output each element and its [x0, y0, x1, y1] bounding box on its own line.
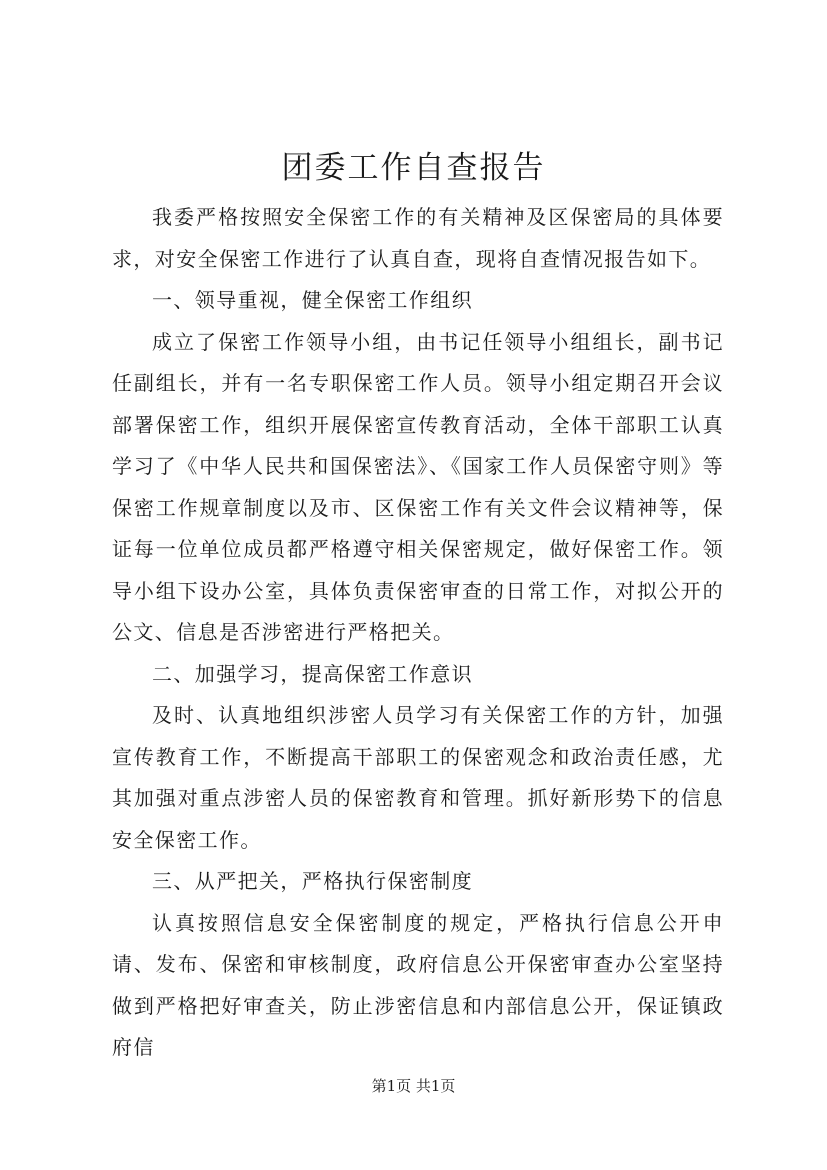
- intro-paragraph: 我委严格按照安全保密工作的有关精神及区保密局的具体要求，对安全保密工作进行了认真自查，现将自查情况报告如下。: [112, 205, 724, 271]
- section-heading-2: 二、加强学习，提高保密工作意识: [152, 661, 473, 686]
- page-title: 团委工作自查报告: [281, 150, 546, 186]
- section-heading-3: 三、从严把关，严格执行保密制度: [152, 869, 473, 893]
- section-heading-1: 一、领导重视，健全保密工作组织: [152, 288, 473, 312]
- page-footer: 第1页 共1页: [371, 1077, 456, 1095]
- section-1-paragraph: 成立了保密工作领导小组，由书记任领导小组组长，副书记任副组长，并有一名专职保密工作人员。领导小组定期召开会议部署保密工作，组织开展保密宣传教育活动，全体干部职工认真学习了《中华人民共和国保密法》、《国家工作人员保密守则》等保密工作规章制度以及市、区保密工作有关文件会议精神等，保证每一位单位成员都严格遵守相关保密规定，做好保密工作。领导小组下设办公室，具体负责保密审查的日常工作，对拟公开的公文、信息是否涉密进行严格把关。: [112, 329, 724, 644]
- document-body: [112, 197, 724, 1069]
- section-2-paragraph: 及时、认真地组织涉密人员学习有关保密工作的方针，加强宣传教育工作，不断提高干部职工的保密观念和政治责任感，尤其加强对重点涉密人员的保密教育和管理。抓好新形势下的信息安全保密工作。: [112, 703, 724, 852]
- section-3-paragraph: 认真按照信息安全保密制度的规定，严格执行信息公开申请、发布、保密和审核制度，政府信息公开保密审查办公室坚持做到严格把好审查关，防止涉密信息和内部信息公开，保证镇政府信: [112, 910, 724, 1059]
